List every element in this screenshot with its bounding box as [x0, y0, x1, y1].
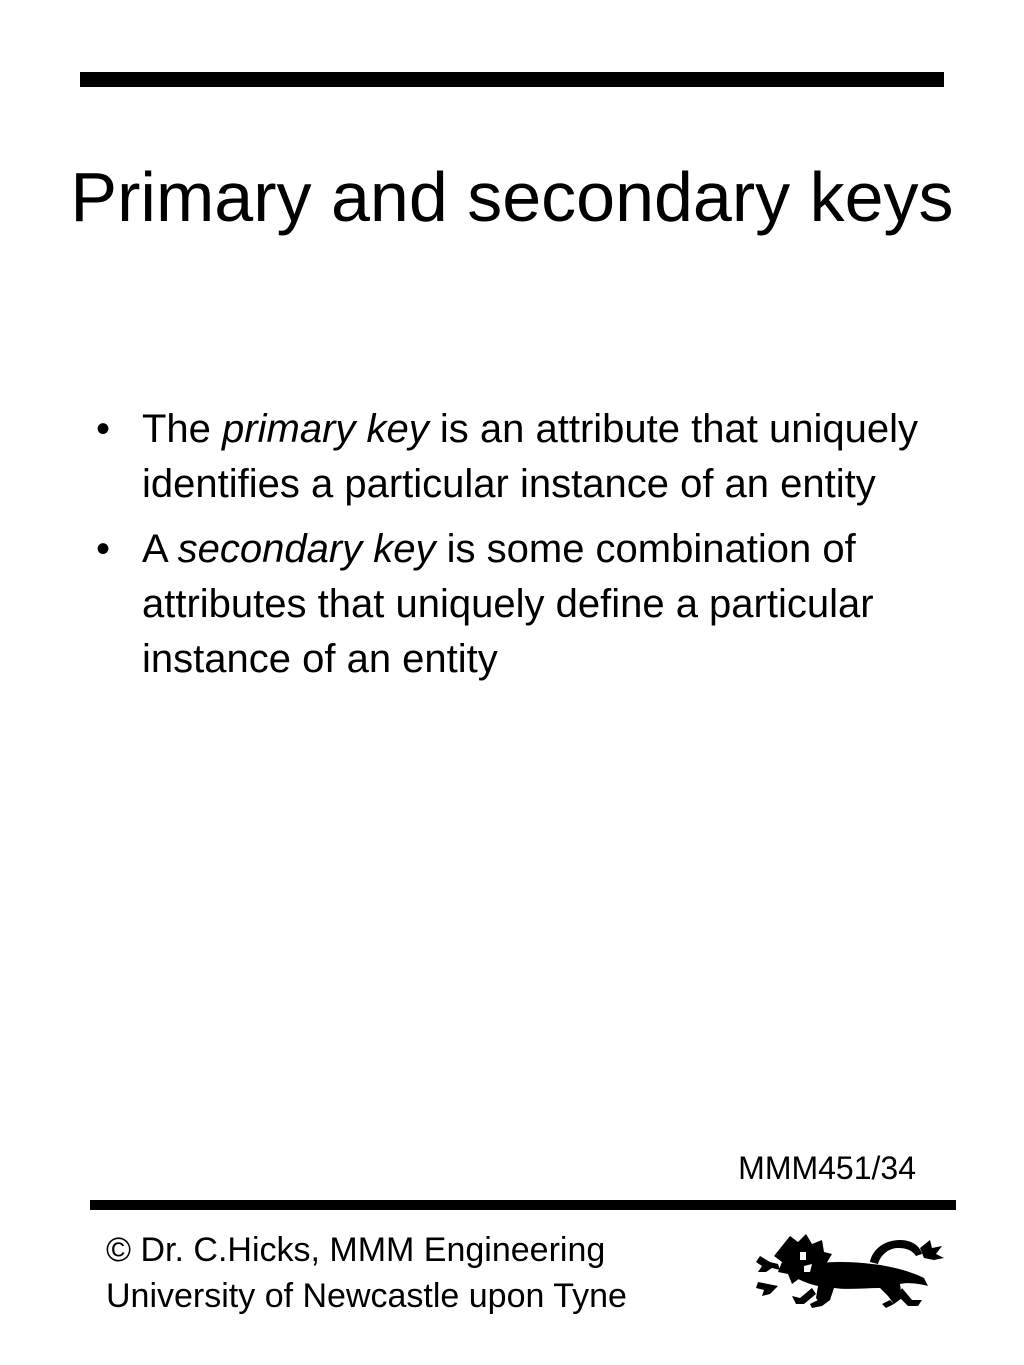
bullet-text-before: The [142, 407, 223, 451]
bullet-list [88, 402, 968, 697]
slide-number: MMM451/34 [738, 1150, 916, 1186]
bullet-marker: • [95, 527, 110, 571]
bullet-text-before: A [142, 527, 178, 571]
heraldic-lion-icon [752, 1226, 948, 1310]
bullet-text-after: is some combination of attributes that uniquely define a particular instance of an entity [142, 527, 874, 681]
bullet-text-after: is an attribute that uniquely identifies a particular instance of an entity [142, 407, 918, 506]
footer-copyright: © Dr. C.Hicks, MMM Engineering [106, 1231, 606, 1269]
bottom-rule [90, 1200, 956, 1210]
bullet-emphasis: primary key [222, 407, 429, 451]
slide-title: Primary and secondary keys [70, 158, 954, 236]
footer-credit [106, 1227, 627, 1319]
top-rule [80, 72, 944, 87]
bullet-item-secondary-key [88, 522, 968, 687]
bullet-marker: • [95, 407, 110, 451]
bullet-emphasis: secondary key [177, 527, 436, 571]
footer-university: University of Newcastle upon Tyne [106, 1277, 627, 1315]
bullet-item-primary-key [88, 402, 968, 512]
